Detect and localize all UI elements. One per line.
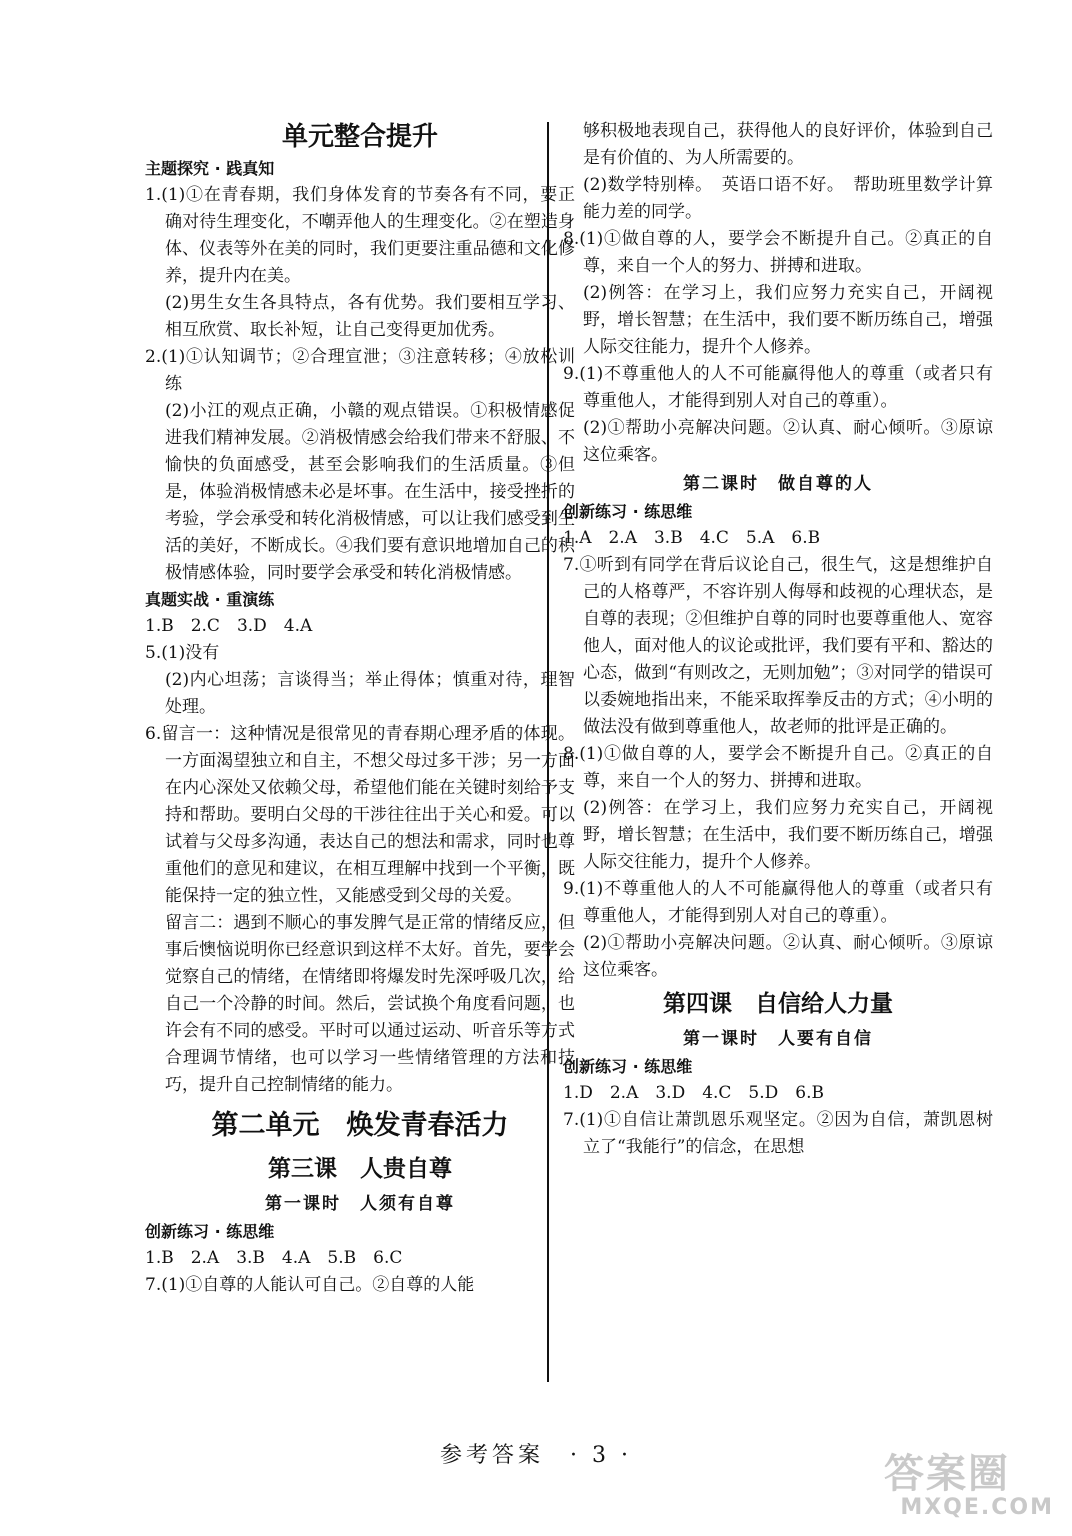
answer-sub: 留言二：遇到不顺心的事发脾气是正常的情绪反应，但事后懊恼说明你已经意识到这样不太好。首先，要学会觉察自己的情绪，在情绪即将爆发时先深呼吸几次，给自己一个冷静的时间。然后，尝试换个角度看问题，也许会有不同的感受。平时可以通过运动、听音乐等方式合理调节情绪，也可以学习一些情绪管理的方法和技巧，提升自己控制情绪的能力。	[165, 913, 575, 1095]
answer-item: 2.(1)①认知调节；②合理宣泄；③注意转移；④放松训练	[145, 347, 575, 394]
watermark-text: 答案圈	[884, 1451, 1010, 1497]
unit-title: 第二单元 焕发青春活力	[211, 1110, 509, 1141]
lesson-title: 第四课 自信给人力量	[663, 991, 893, 1017]
left-column	[145, 118, 575, 1299]
page-footer: 参考答案 · 3 ·	[440, 1443, 632, 1468]
answer-sub: (2)例答：在学习上，我们应努力充实自己，开阔视野，增长智慧；在生活中，我们要不断历练自己，增强人际交往能力，提升个人修养。	[583, 798, 993, 872]
choice-answers: 1.D 2.A 3.D 4.C 5.D 6.B	[563, 1083, 824, 1103]
period-title: 第二课时 做自尊的人	[683, 474, 873, 494]
section-heading: 创新练习 · 练思维	[563, 502, 693, 521]
answer-sub: (2)数学特别棒。 英语口语不好。 帮助班里数学计算能力差的同学。	[583, 175, 993, 222]
answer-sub: (2)小江的观点正确，小赣的观点错误。①积极情感促进我们精神发展。②消极情感会给我们带来不舒服、不愉快的负面感受，甚至会影响我们的生活质量。③但是，体验消极情感未必是坏事。在生活中，接受挫折的考验，学会承受和转化消极情感，可以让我们感受到生活的美好，不断成长。④我们要有意识地增加自己的积极情感体验，同时要学会承受和转化消极情感。	[165, 401, 575, 583]
answer-item: 9.(1)不尊重他人的人不可能赢得他人的尊重（或者只有尊重他人，才能得到别人对自己的尊重）。	[563, 879, 993, 926]
answer-item: 9.(1)不尊重他人的人不可能赢得他人的尊重（或者只有尊重他人，才能得到别人对自己的尊重）。	[563, 364, 993, 411]
choice-answers: 1.A 2.A 3.B 4.C 5.A 6.B	[563, 528, 821, 548]
period-title: 第一课时 人要有自信	[683, 1029, 873, 1049]
answer-item: 8.(1)①做自尊的人，要学会不断提升自己。②真正的自尊，来自一个人的努力、拼搏和进取。	[563, 744, 993, 791]
right-column	[563, 118, 993, 1161]
section-heading: 主题探究 · 践真知	[145, 159, 275, 178]
answer-sub: (2)①帮助小亮解决问题。②认真、耐心倾听。③原谅这位乘客。	[583, 933, 993, 980]
watermark-url: MXQE.COM	[900, 1495, 1054, 1520]
choice-answers: 1.B 2.C 3.D 4.A	[145, 616, 313, 636]
answer-item: 1.(1)①在青春期，我们身体发育的节奏各有不同，要正确对待生理变化，不嘲弄他人的生理变化。②在塑造身体、仪表等外在美的同时，我们更要注重品德和文化修养，提升内在美。	[145, 185, 575, 286]
answer-item: 8.(1)①做自尊的人，要学会不断提升自己。②真正的自尊，来自一个人的努力、拼搏和进取。	[563, 229, 993, 276]
answer-sub: (2)男生女生各具特点，各有优势。我们要相互学习、相互欣赏、取长补短，让自己变得更加优秀。	[165, 293, 575, 340]
answer-item: 5.(1)没有	[145, 643, 220, 663]
answer-sub: 够积极地表现自己，获得他人的良好评价，体验到自己是有价值的、为人所需要的。	[583, 121, 993, 168]
period-title: 第一课时 人须有自尊	[265, 1194, 455, 1214]
choice-answers: 1.B 2.A 3.B 4.A 5.B 6.C	[145, 1248, 403, 1268]
unit-review-title: 单元整合提升	[281, 122, 438, 152]
section-heading: 真题实战 · 重演练	[145, 590, 275, 609]
watermark-logo	[884, 1452, 1054, 1524]
answer-item: 7.(1)①自尊的人能认可自己。②自尊的人能	[145, 1275, 475, 1295]
lesson-title: 第三课 人贵自尊	[268, 1156, 452, 1182]
answer-item: 7.①听到有同学在背后议论自己，很生气，这是想维护自己的人格尊严，不容许别人侮辱和歧视的心理状态，是自尊的表现；②但维护自尊的同时也要尊重他人、宽容他人，面对他人的议论或批评，我们要有平和、豁达的心态，做到“有则改之，无则加勉”；③对同学的错误可以委婉地指出来，不能采取挥拳反击的方式；④小明的做法没有做到尊重他人，故老师的批评是正确的。	[563, 555, 993, 737]
answer-item: 6.留言一：这种情况是很常见的青春期心理矛盾的体现。一方面渴望独立和自主，不想父母过多干涉；另一方面在内心深处又依赖父母，希望他们能在关键时刻给予支持和帮助。要明白父母的干涉往往出于关心和爱。可以试着与父母多沟通，表达自己的想法和需求，同时也尊重他们的意见和建议，在相互理解中找到一个平衡，既能保持一定的独立性，又能感受到父母的关爱。	[145, 724, 575, 906]
section-heading: 创新练习 · 练思维	[145, 1222, 275, 1241]
answer-sub: (2)内心坦荡；言谈得当；举止得体；慎重对待，理智处理。	[165, 670, 575, 717]
answer-item: 7.(1)①自信让萧凯恩乐观坚定。②因为自信，萧凯恩树立了“我能行”的信念，在思想	[563, 1110, 993, 1157]
answer-sub: (2)例答：在学习上，我们应努力充实自己，开阔视野，增长智慧；在生活中，我们要不断历练自己，增强人际交往能力，提升个人修养。	[583, 283, 993, 357]
answer-sub: (2)①帮助小亮解决问题。②认真、耐心倾听。③原谅这位乘客。	[583, 418, 993, 465]
section-heading: 创新练习 · 练思维	[563, 1057, 693, 1076]
